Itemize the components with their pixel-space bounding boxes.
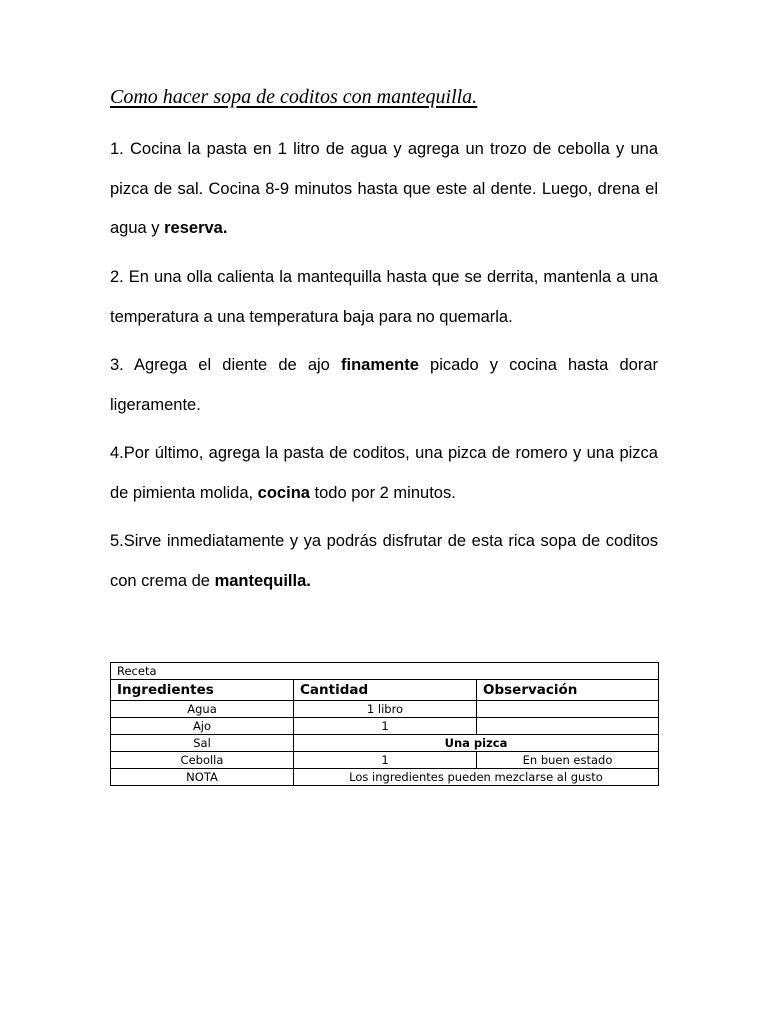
step-5: 5.Sirve inmediatamente y ya podrás disfrutar de esta rica sopa de coditos con crema de mantequilla. xyxy=(110,532,658,590)
step-3: 3. Agrega el diente de ajo finamente picado y cocina hasta dorar ligeramente. xyxy=(110,356,658,414)
step-2: 2. En una olla calienta la mantequilla hasta que se derrita, mantenla a una temperatura a una temperatura baja para no quemarla. xyxy=(110,268,658,326)
table-row xyxy=(111,769,659,786)
cell-observacion: En buen estado xyxy=(477,752,659,769)
cell-merged: Los ingredientes pueden mezclarse al gusto xyxy=(294,769,659,786)
step-5-bold: mantequilla. xyxy=(214,571,311,590)
step-3-bold: finamente xyxy=(340,356,419,374)
cell-merged: Una pizca xyxy=(294,735,659,752)
table-header-row xyxy=(111,680,659,701)
cell-cantidad: 1 xyxy=(294,718,477,735)
cell-observacion xyxy=(477,718,659,735)
cell-ingrediente: NOTA xyxy=(111,769,294,786)
header-ingredientes: Ingredientes xyxy=(111,680,294,701)
table-row xyxy=(111,701,659,718)
cell-ingrediente: Cebolla xyxy=(111,752,294,769)
cell-ingrediente: Ajo xyxy=(111,718,294,735)
table-row xyxy=(111,752,659,769)
header-observacion: Observación xyxy=(477,680,659,701)
step-1: 1. Cocina la pasta en 1 litro de agua y agrega un trozo de cebolla y una pizca de sal. Cocina 8-9 minutos hasta que este al dente. Luego, drena el agua y reserva. xyxy=(110,140,658,237)
recipe-table xyxy=(110,662,659,786)
cell-cantidad: 1 xyxy=(294,752,477,769)
cell-cantidad: 1 libro xyxy=(294,701,477,718)
cell-ingrediente: Agua xyxy=(111,701,294,718)
document-title: Como hacer sopa de coditos con mantequilla. xyxy=(110,86,478,108)
table-row xyxy=(111,735,659,752)
table-caption-row xyxy=(111,663,659,680)
header-cantidad: Cantidad xyxy=(294,680,477,701)
table-caption: Receta xyxy=(111,663,659,680)
step-4: 4.Por último, agrega la pasta de coditos, una pizca de romero y una pizca de pimienta molida, cocina todo por 2 minutos. xyxy=(110,444,658,502)
cell-ingrediente: Sal xyxy=(111,735,294,752)
step-4-bold: cocina xyxy=(257,483,310,502)
table-row xyxy=(111,718,659,735)
step-1-bold: reserva. xyxy=(164,219,228,237)
cell-observacion xyxy=(477,701,659,718)
